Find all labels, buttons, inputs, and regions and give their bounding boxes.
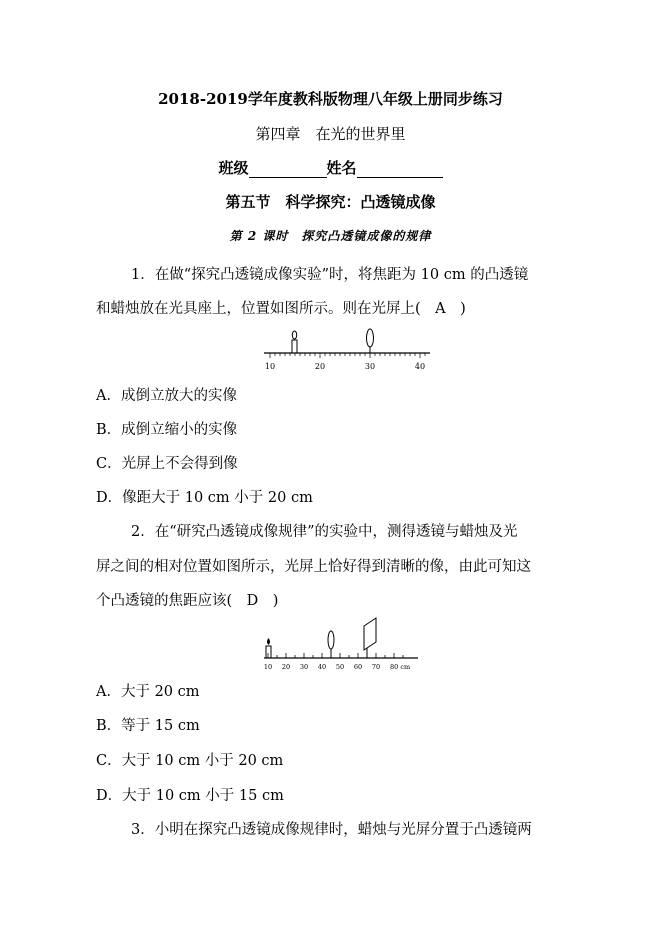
q1-option-c[interactable]: C．光屏上不会得到像: [96, 456, 238, 472]
q1-option-a[interactable]: A．成倒立放大的实像: [96, 388, 237, 404]
q1-tick-label: 30: [364, 362, 376, 371]
q2-tick-label: 80 cm: [390, 663, 411, 671]
section-title: 第五节 科学探究：凸透镜成像: [225, 193, 436, 211]
candle-icon: [266, 638, 271, 658]
q2-option-b[interactable]: B．等于 15 cm: [96, 718, 200, 734]
q2-tick-label: 60: [353, 663, 363, 671]
q2-tick-label: 50: [335, 663, 345, 671]
convex-lens-icon: [367, 329, 374, 353]
candle-icon: [292, 331, 297, 353]
q2-option-d[interactable]: D．大于 10 cm 小于 15 cm: [96, 788, 284, 804]
q3-text-line1: 3．小明在探究凸透镜成像规律时，蜡烛与光屏分置于凸透镜两: [131, 822, 532, 838]
name-blank[interactable]: [357, 162, 443, 178]
q2-text-line2: 屏之间的相对位置如图所示，光屏上恰好得到清晰的像，由此可知这: [96, 559, 531, 575]
q1-tick-label: 20: [314, 362, 326, 371]
q2-tick-label: 30: [299, 663, 309, 671]
class-blank[interactable]: [249, 162, 327, 178]
class-label: 班级: [218, 159, 249, 177]
q1-tick-label: 40: [414, 362, 426, 371]
q1-text-line1: 1．在做“探究凸透镜成像实验”时，将焦距为 10 cm 的凸透镜: [131, 267, 529, 283]
q2-text-line1: 2．在“研究凸透镜成像规律”的实验中，测得透镜与蜡烛及光: [131, 524, 518, 540]
q2-optical-bench-figure: [262, 616, 432, 672]
q2-tick-label: 10: [263, 663, 273, 671]
q1-text-line2: 和蜡烛放在光具座上，位置如图所示。则在光屏上( A ): [96, 301, 466, 317]
q2-ticks: [268, 653, 403, 658]
q2-option-a[interactable]: A．大于 20 cm: [96, 684, 200, 700]
light-screen-icon: [364, 618, 376, 658]
document-title: 2018-2019学年度教科版物理八年级上册同步练习: [158, 90, 503, 108]
q1-option-d[interactable]: D．像距大于 10 cm 小于 20 cm: [96, 490, 313, 506]
q2-text-line3: 个凸透镜的焦距应该( D ): [96, 593, 279, 609]
convex-lens-icon: [328, 631, 334, 658]
lesson-title: 第 2 课时 探究凸透镜成像的规律: [229, 229, 432, 243]
q1-minor-ticks: [270, 353, 425, 358]
q2-tick-label: 40: [317, 663, 327, 671]
q2-tick-label: 20: [281, 663, 291, 671]
name-label: 姓名: [326, 159, 357, 177]
chapter-title: 第四章 在光的世界里: [255, 125, 406, 143]
q2-tick-label: 70: [371, 663, 381, 671]
q1-tick-label: 10: [264, 362, 276, 371]
q2-option-c[interactable]: C．大于 10 cm 小于 20 cm: [96, 753, 284, 769]
class-name-line: [0, 157, 661, 178]
q1-optical-bench-figure: [262, 325, 434, 375]
q1-option-b[interactable]: B．成倒立缩小的实像: [96, 422, 238, 438]
